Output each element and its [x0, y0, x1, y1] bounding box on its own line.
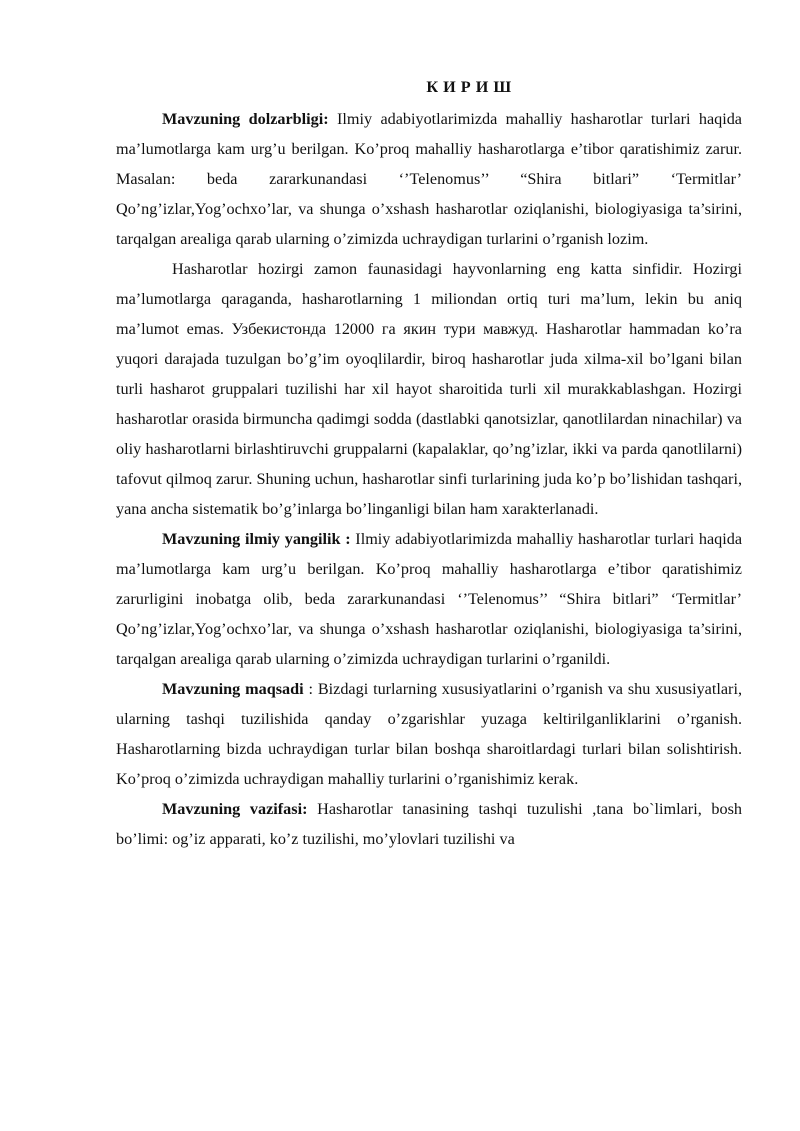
- paragraph-lead: Mavzuning vazifasi:: [162, 800, 308, 818]
- paragraph-lead: Mavzuning dolzarbligi:: [162, 110, 329, 128]
- paragraph-goal: [116, 674, 742, 794]
- paragraph-text: : Bizdagi turlarning xususiyatlarini o’rganish va shu xususiyatlari, ularning tashqi tuzilishida qanday o’zgarishlar yuzaga keltirilganliklarini o’rganish. Hasharotlarning bizda uchraydigan turlar bilan boshqa sharoitlardagi turlari bilan solishtirish. Ko’proq o’zimizda uchraydigan mahalliy turlarini o’rganishimiz kerak.: [116, 680, 742, 788]
- paragraph-insects-overview: [116, 254, 742, 524]
- page-title: К И Р И Ш: [426, 78, 512, 96]
- paragraph-text: Ilmiy adabiyotlarimizda mahalliy hasharotlar turlari haqida ma’lumotlarga kam urg’u berilgan. Ko’proq mahalliy hasharotlarga e’tibor qaratishimiz zarurligini inobatga olib, beda zararkunandasi ‘’Telenomus’’ “Shira bitlari” ‘Termitlar’ Qo’ng’izlar,Yog’ochxo’lar, va shunga o’xshash hasharotlar oziqlanishi, biologiyasiga ta’sirini, tarqalgan arealiga qarab ularning o’zimizda uchraydigan turlarini o’rganildi.: [116, 530, 743, 668]
- paragraph-novelty: [116, 524, 742, 674]
- paragraph-text: Hasharotlar hozirgi zamon faunasidagi hayvonlarning eng katta sinfidir. Hozirgi ma’lumotlarga qaraganda, hasharotlarning 1 miliondan ortiq turi ma’lum, lekin bu aniq ma’lumot emas. Узбекистонда 12000 га якин тури мавжуд. Hasharotlar hammadan ko’ra yuqori darajada tuzulgan bo’g’im oyoqlilardir, biroq hasharotlar juda xilma-xil bo’lgani bilan turli hasharot gruppalari tuzilishi har xil hayot sharoitida turli xil murakkablashgan. Hozirgi hasharotlar orasida birmuncha qadimgi sodda (dastlabki qanotsizlar, qanotlilardan ninachilar) va oliy hasharotlarni birlashtiruvchi gruppalarni (kapalaklar, qo’ng’izlar, ikki va parda qanotlilarni) tafovut qilmoq zarur. Shuning uchun, hasharotlar sinfi turlarining juda ko’p bo’lishidan tashqari, yana ancha sistematik bo’g’inlarga bo’linganligi bilan ham xarakterlanadi.: [116, 260, 742, 518]
- paragraph-text: Ilmiy adabiyotlarimizda mahalliy hasharotlar turlari haqida ma’lumotlarga kam urg’u berilgan. Ko’proq mahalliy hasharotlarga e’tibor qaratishimiz zarur. Masalan: beda zararkunandasi ‘’Telenomus’’ “Shira bitlari” ‘Termitlar’ Qo’ng’izlar,Yog’ochxo’lar, va shunga o’xshash hasharotlar oziqlanishi, biologiyasiga ta’sirini, tarqalgan arealiga qarab ularning o’zimizda uchraydigan turlarini o’rganish lozim.: [116, 110, 742, 248]
- document-page: [116, 72, 742, 854]
- paragraph-relevance: [116, 104, 742, 254]
- paragraph-lead: Mavzuning ilmiy yangilik :: [162, 530, 351, 548]
- paragraph-lead: Mavzuning maqsadi: [162, 680, 304, 698]
- paragraph-tasks: [116, 794, 742, 854]
- paragraph-text: Hasharotlar tanasining tashqi tuzulishi ,tana bo`limlari, bosh bo’limi: og’iz apparati, ko’z tuzilishi, mo’ylovlari tuzilishi va: [116, 800, 742, 848]
